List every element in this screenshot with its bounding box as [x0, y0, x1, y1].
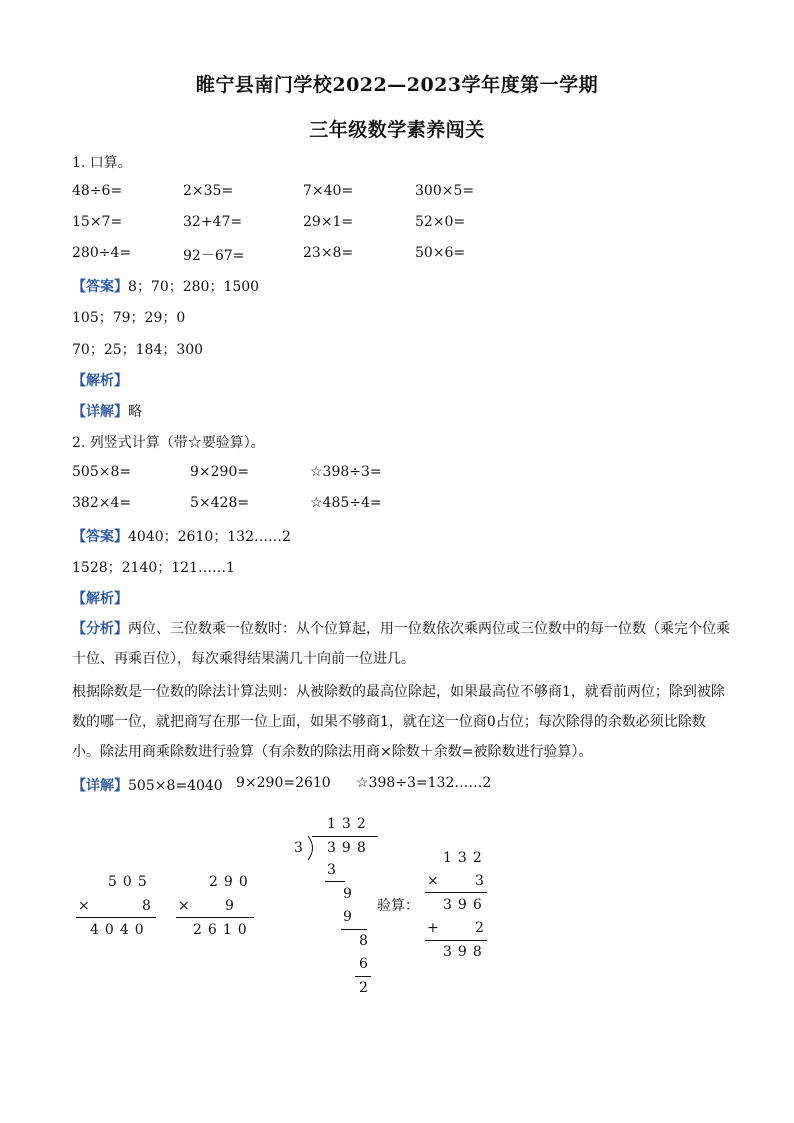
answer-line: 1528；2140；121……1 — [72, 560, 235, 576]
answer-line: 4040；2610；132……2 — [128, 529, 291, 545]
check-d: 2 — [475, 920, 490, 936]
div-dividend: 398 — [327, 840, 372, 856]
q1-detail — [72, 401, 142, 421]
mul-op: × — [178, 898, 196, 914]
answer-line: 70；25；184；300 — [72, 342, 204, 358]
q1-item: 52×0= — [415, 214, 466, 230]
mul-top: 290 — [209, 874, 254, 890]
q2-item: 9×290= — [190, 464, 250, 480]
analysis-tag: 【解析】 — [72, 591, 128, 607]
check-label: 验算： — [377, 898, 419, 914]
q1-item: 2×35= — [183, 183, 234, 199]
div-line — [341, 929, 367, 930]
div-step: 9 — [343, 909, 358, 925]
q1-item: 92－67= — [183, 248, 245, 264]
check-line — [425, 892, 487, 893]
q2-heading: 2. 列竖式计算（带☆要验算）。 — [72, 435, 265, 451]
check-a: 132 — [443, 850, 488, 866]
mul-line — [76, 917, 156, 918]
fenxi-paragraph — [72, 614, 732, 674]
rule-paragraph: 根据除数是一位数的除法计算法则：从被除数的最高位除起，如果最高位不够商1，就看前两位；除到被除数的哪一位，就把商写在那一位上面，如果不够商1，就在这一位商0占位；每次除得的余数必须比除数小。除法用商乘除数进行验算（有余数的除法用商×除数＋余数=被除数进行验算）。 — [72, 684, 725, 760]
div-divisor: 3 — [294, 840, 309, 856]
q1-item: 300×5= — [415, 183, 475, 199]
div-remainder: 2 — [359, 980, 374, 996]
fenxi-tag: 【分析】 — [72, 621, 128, 637]
answer-tag: 【答案】 — [72, 279, 128, 295]
q1-item: 7×40= — [303, 183, 354, 199]
div-step: 9 — [343, 886, 358, 902]
q2-detail — [72, 775, 223, 795]
q1-item: 23×8= — [303, 245, 354, 261]
q1-item: 280÷4= — [72, 245, 132, 261]
mul-result: 2610 — [193, 922, 253, 938]
check-line — [425, 940, 487, 941]
page-subtitle: 三年级数学素养闯关 — [309, 119, 485, 141]
mul-bottom: 8 — [142, 898, 157, 914]
div-line — [355, 976, 371, 977]
check-op1: × — [427, 873, 445, 889]
fenxi-text: 两位、三位数乘一位数时：从个位算起，用一位数依次乘两位或三位数中的每一位数（乘完个位乘十位、再乘百位），每次乘得结果满几十向前一位进几。 — [72, 621, 730, 667]
answer-line: 8；70；280；1500 — [128, 279, 260, 295]
q2-answer — [72, 526, 291, 546]
check-c: 396 — [443, 897, 488, 913]
div-quotient: 132 — [327, 816, 372, 832]
div-step: 6 — [359, 956, 374, 972]
check-e: 398 — [443, 944, 488, 960]
detail-item: ☆398÷3=132……2 — [356, 775, 492, 791]
check-op2: + — [427, 920, 445, 936]
q1-answer — [72, 276, 259, 296]
div-step: 8 — [359, 933, 374, 949]
q1-heading: 1. 口算。 — [72, 155, 132, 171]
div-bar — [312, 836, 378, 837]
q2-item: 5×428= — [190, 495, 250, 511]
q2-item: ☆485÷4= — [310, 495, 382, 511]
q1-item: 15×7= — [72, 214, 123, 230]
div-line — [325, 881, 345, 882]
q1-item: 29×1= — [303, 214, 354, 230]
q1-item: 32+47= — [183, 214, 243, 230]
detail-item: 505×8=4040 — [128, 778, 223, 794]
detail-tag: 【详解】 — [72, 404, 128, 420]
mul-line — [176, 917, 254, 918]
answer-tag: 【答案】 — [72, 529, 128, 545]
analysis-tag: 【解析】 — [72, 373, 128, 389]
q2-item: ☆398÷3= — [310, 464, 382, 480]
detail-tag: 【详解】 — [72, 778, 128, 794]
detail-item: 9×290=2610 — [236, 775, 331, 791]
mul-top: 505 — [108, 874, 153, 890]
check-b: 3 — [475, 873, 490, 889]
div-step: 3 — [327, 862, 342, 878]
mul-bottom: 9 — [225, 898, 240, 914]
q2-item: 505×8= — [72, 464, 132, 480]
mul-op: × — [78, 898, 96, 914]
q1-item: 50×6= — [415, 245, 466, 261]
page-title: 睢宁县南门学校2022—2023学年度第一学期 — [195, 74, 599, 96]
detail-text: 略 — [128, 404, 142, 420]
mul-result: 4040 — [90, 922, 150, 938]
div-bracket — [306, 835, 320, 861]
q2-item: 382×4= — [72, 495, 132, 511]
answer-line: 105；79；29；0 — [72, 310, 186, 326]
q1-item: 48÷6= — [72, 183, 123, 199]
